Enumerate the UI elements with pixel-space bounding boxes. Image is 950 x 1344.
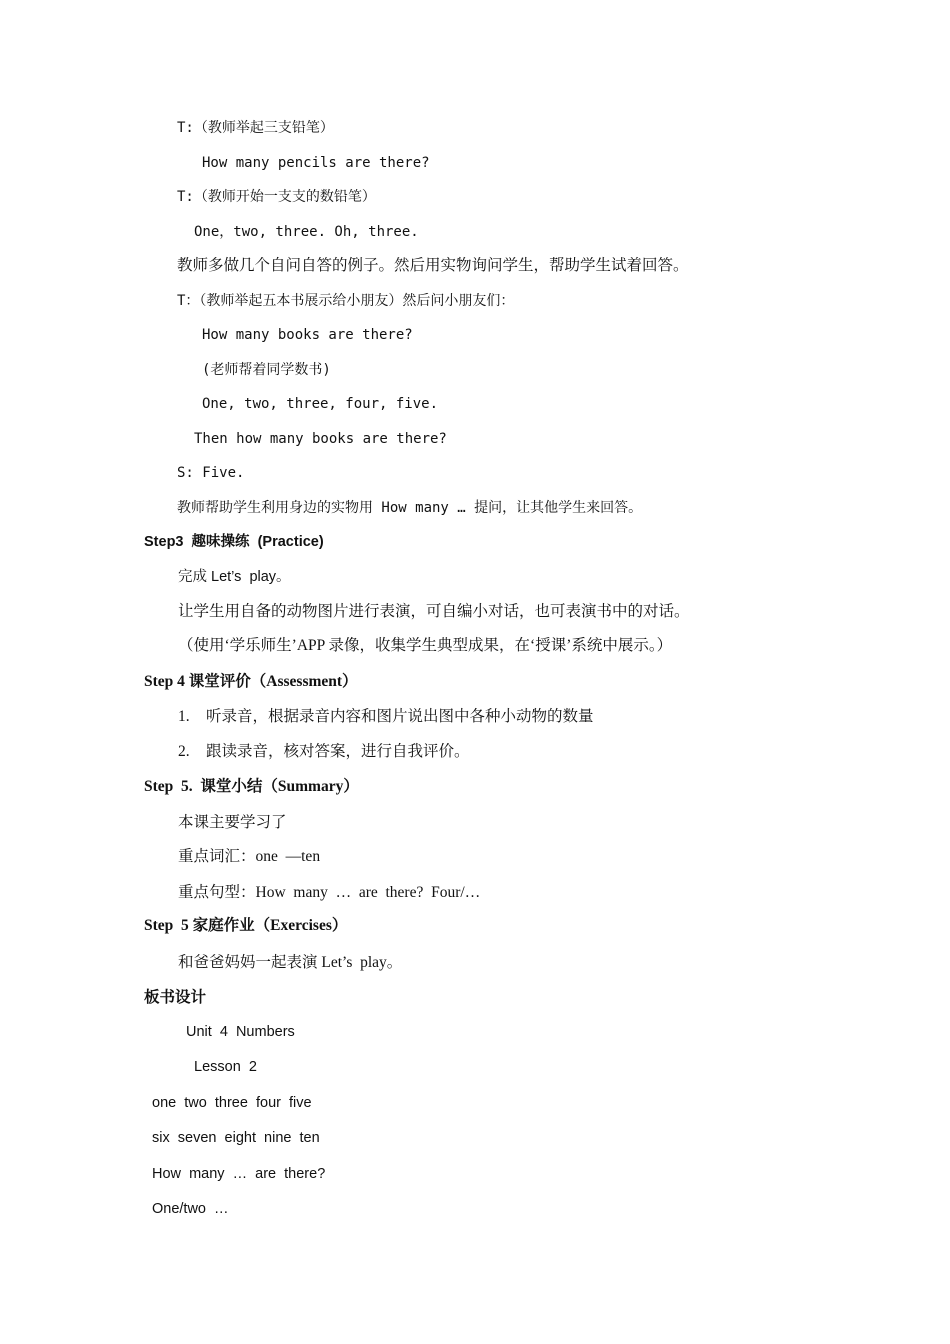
list-item: 听录音，根据录音内容和图片说出图中各种小动物的数量 xyxy=(206,708,594,725)
teacher-line: T:（教师举起三支铅笔） xyxy=(177,120,334,136)
section-heading: Step 5 家庭作业（Exercises） xyxy=(144,917,348,934)
list-number: 2. xyxy=(178,743,190,760)
body-line: 完成 Let’s play。 xyxy=(178,569,291,585)
teacher-line: T：（教师举起五本书展示给小朋友）然后问小朋友们： xyxy=(177,293,515,309)
answer-line: One，two, three. Oh, three. xyxy=(194,224,419,240)
question-line: Then how many books are there? xyxy=(194,431,447,447)
instruction-line: 教师帮助学生利用身边的实物用 How many … 提问，让其他学生来回答。 xyxy=(177,500,643,516)
list-item: 跟读录音，核对答案，进行自我评价。 xyxy=(206,743,470,760)
body-line: 让学生用自备的动物图片进行表演，可自编小对话，也可表演书中的对话。 xyxy=(178,603,690,620)
teacher-line: T:（教师开始一支支的数铅笔） xyxy=(177,189,376,205)
note-line: (老师帮着同学数书) xyxy=(202,362,331,378)
body-line: 重点句型：How many … are there? Four/… xyxy=(178,884,481,901)
board-line: Unit 4 Numbers xyxy=(186,1024,295,1040)
body-line: 重点词汇：one —ten xyxy=(178,848,321,865)
answer-line: One, two, three, four, five. xyxy=(202,396,439,412)
board-line: one two three four five xyxy=(152,1095,312,1111)
section-heading: Step3 趣味操练 (Practice) xyxy=(144,534,324,550)
board-line: six seven eight nine ten xyxy=(152,1130,320,1146)
body-line: 和爸爸妈妈一起表演 Let’s play。 xyxy=(178,954,403,971)
body-line: （使用‘学乐师生’APP 录像，收集学生典型成果，在‘授课’系统中展示。） xyxy=(178,637,673,654)
instruction-line: 教师多做几个自问自答的例子。然后用实物询问学生，帮助学生试着回答。 xyxy=(177,257,689,274)
section-heading: Step 5. 课堂小结（Summary） xyxy=(144,778,359,795)
board-line: Lesson 2 xyxy=(194,1059,257,1075)
list-number: 1. xyxy=(178,708,190,725)
board-line: How many … are there? xyxy=(152,1166,326,1182)
board-line: One/two … xyxy=(152,1201,229,1217)
section-heading: Step 4 课堂评价（Assessment） xyxy=(144,673,358,690)
body-line: 本课主要学习了 xyxy=(178,814,287,831)
question-line: How many books are there? xyxy=(202,327,413,343)
student-line: S: Five. xyxy=(177,465,245,481)
question-line: How many pencils are there? xyxy=(202,155,430,171)
board-heading: 板书设计 xyxy=(144,989,207,1006)
